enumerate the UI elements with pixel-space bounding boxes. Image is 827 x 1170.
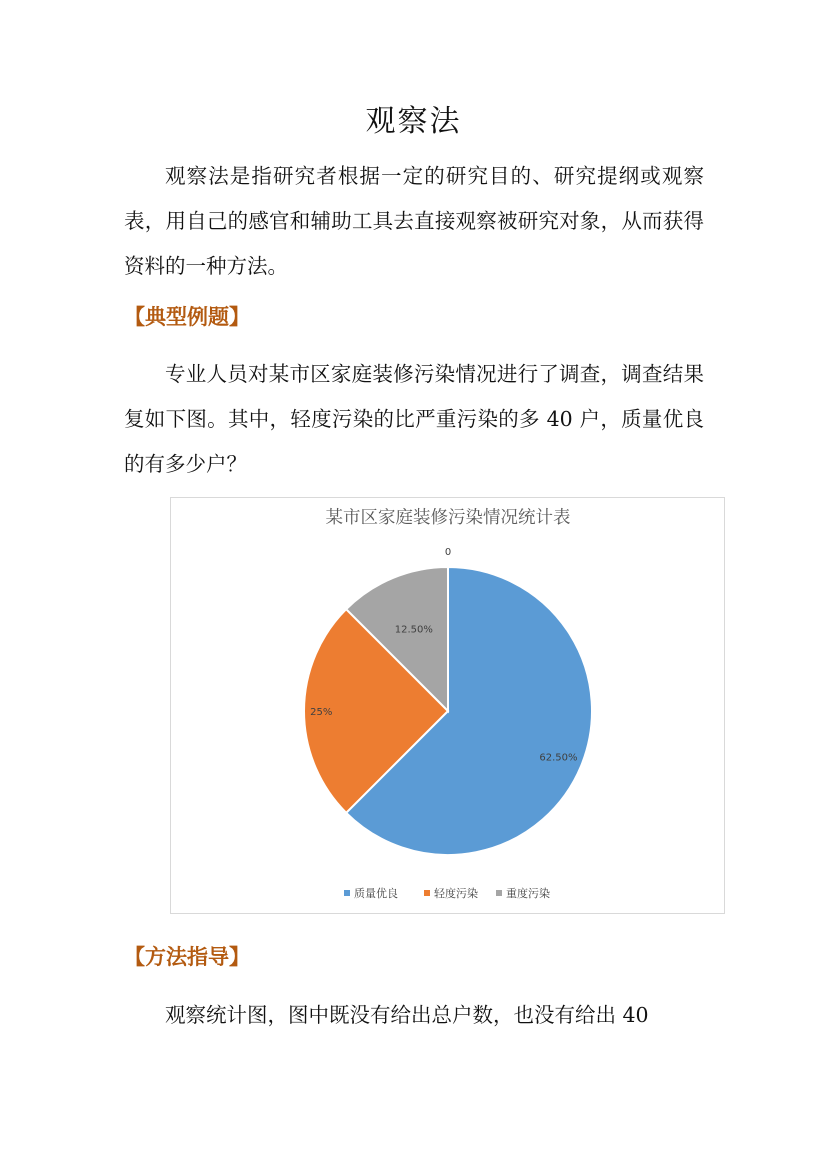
pie-chart [170,497,725,914]
legend-label-1: 质量优良 [354,887,398,900]
legend-item-2 [424,886,478,900]
pie-data-label-1: 62.50% [539,752,578,764]
chart-extra-label: 0 [444,547,452,558]
chart-title: 某市区家庭装修污染情况统计表 [325,508,571,528]
pie-data-label-2: 25% [310,707,333,718]
method-paragraph: 观察统计图，图中既没有给出总户数，也没有给出 40 [165,1003,649,1027]
pie-chart-svg [171,498,726,915]
legend-swatch-3 [496,890,502,896]
intro-paragraph: 观察法是指研究者根据一定的研究目的、研究提纲或观察表，用自己的感官和辅助工具去直接观察被研究对象，从而获得资料的一种方法。 [124,164,704,278]
legend-swatch-1 [344,890,350,896]
pie-data-label-3: 12.50% [394,624,433,636]
legend-item-3 [496,886,550,900]
legend-label-2: 轻度污染 [434,887,478,900]
example-heading: 【典型例题】 [124,304,250,329]
legend-item-1 [344,886,398,900]
legend-label-3: 重度污染 [506,887,550,900]
example-paragraph: 专业人员对某市区家庭装修污染情况进行了调查，调查结果复如下图。其中，轻度污染的比严重污染的多 40 户，质量优良的有多少户？ [124,362,704,476]
page-title: 观察法 [365,104,462,139]
method-heading: 【方法指导】 [124,944,250,969]
legend-swatch-2 [424,890,430,896]
